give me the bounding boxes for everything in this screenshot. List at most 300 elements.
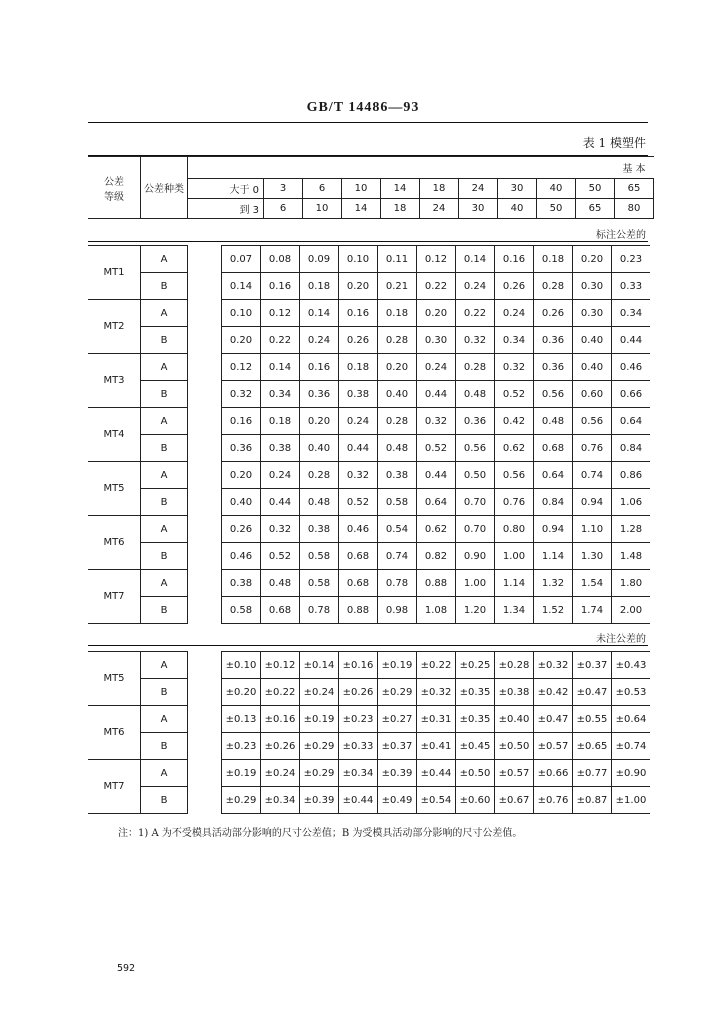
tolerance-value-cell: 0.38	[339, 381, 378, 408]
tolerance-value-cell: 0.20	[222, 462, 261, 489]
tolerance-value-cell: 0.20	[378, 354, 417, 381]
tolerance-value-cell: 0.14	[222, 273, 261, 300]
grade-header-label: 公差 等级	[104, 176, 124, 203]
tolerance-value-cell: 0.18	[534, 246, 573, 273]
tolerance-value-cell: 0.88	[417, 570, 456, 597]
tolerance-value-cell: 0.68	[339, 570, 378, 597]
tolerance-value-cell: 0.62	[495, 435, 534, 462]
tolerance-value-cell: 0.18	[300, 273, 339, 300]
kind-cell: B	[141, 327, 188, 354]
kind-cell: B	[141, 787, 188, 814]
tolerance-value-cell: 0.26	[339, 327, 378, 354]
tolerance-value-cell: 0.21	[378, 273, 417, 300]
tolerance-value-cell: ±0.54	[417, 787, 456, 814]
table-row	[88, 381, 650, 408]
tolerance-value-cell: ±0.41	[417, 733, 456, 760]
spacer-cell	[188, 381, 222, 408]
tolerance-value-cell: 0.82	[417, 543, 456, 570]
kind-cell: A	[141, 462, 188, 489]
tolerance-value-cell: 0.16	[222, 408, 261, 435]
tolerance-value-cell: 0.48	[534, 408, 573, 435]
spacer-cell	[188, 462, 222, 489]
tolerance-value-cell: 0.18	[261, 408, 300, 435]
tolerance-value-cell: ±0.20	[222, 679, 261, 706]
tolerance-value-cell: ±0.29	[378, 679, 417, 706]
size-to-header: 30	[459, 199, 498, 219]
tolerance-value-cell: ±0.16	[339, 652, 378, 679]
tolerance-value-cell: ±0.34	[261, 787, 300, 814]
tolerance-value-cell: 0.74	[573, 462, 612, 489]
tolerance-value-cell: 0.34	[261, 381, 300, 408]
tolerance-value-cell: 0.44	[417, 381, 456, 408]
tolerance-value-cell: 0.64	[612, 408, 651, 435]
spacer-cell	[188, 354, 222, 381]
spacer-cell	[188, 570, 222, 597]
tolerance-value-cell: 0.22	[417, 273, 456, 300]
tolerance-value-cell: 0.20	[222, 327, 261, 354]
tolerance-value-cell: 0.14	[261, 354, 300, 381]
table-row	[88, 354, 650, 381]
tolerance-value-cell: ±0.35	[456, 679, 495, 706]
tolerance-value-cell: 1.52	[534, 597, 573, 624]
kind-cell: A	[141, 408, 188, 435]
kind-cell: B	[141, 733, 188, 760]
tolerance-value-cell: 0.66	[612, 381, 651, 408]
grade-cell: MT3	[88, 354, 141, 408]
tolerance-value-cell: 0.58	[300, 570, 339, 597]
tolerance-value-cell: 1.00	[456, 570, 495, 597]
tolerance-value-cell: 0.22	[456, 300, 495, 327]
tolerance-value-cell: 0.44	[261, 489, 300, 516]
tolerance-value-cell: 0.07	[222, 246, 261, 273]
page-number: 592	[117, 963, 136, 974]
tolerance-value-cell: ±0.90	[612, 760, 651, 787]
tolerance-value-cell: ±0.10	[222, 652, 261, 679]
spacer-cell	[188, 408, 222, 435]
tolerance-value-cell: 1.28	[612, 516, 651, 543]
tolerance-value-cell: 0.90	[456, 543, 495, 570]
size-from-header: 14	[381, 179, 420, 199]
tolerance-value-cell: 0.46	[612, 354, 651, 381]
kind-cell: A	[141, 246, 188, 273]
spacer-cell	[188, 787, 222, 814]
tolerance-value-cell: ±0.44	[417, 760, 456, 787]
grade-cell: MT6	[88, 516, 141, 570]
grade-cell: MT2	[88, 300, 141, 354]
tolerance-value-cell: 1.00	[495, 543, 534, 570]
tolerance-value-cell: 0.16	[339, 300, 378, 327]
tolerance-value-cell: ±0.77	[573, 760, 612, 787]
kind-cell: B	[141, 489, 188, 516]
grade-header	[88, 157, 141, 219]
tolerance-value-cell: 0.56	[456, 435, 495, 462]
tolerance-value-cell: 0.11	[378, 246, 417, 273]
size-from-header: 30	[498, 179, 537, 199]
tolerance-value-cell: ±0.12	[261, 652, 300, 679]
section2-label: 未注公差的	[596, 634, 646, 645]
marked-tolerance-table	[88, 245, 650, 624]
tolerance-value-cell: ±0.22	[261, 679, 300, 706]
standard-header: GB/T 14486—93	[306, 100, 420, 115]
tolerance-value-cell: ±0.19	[222, 760, 261, 787]
tolerance-value-cell: 0.32	[339, 462, 378, 489]
tolerance-value-cell: 1.32	[534, 570, 573, 597]
table-row	[88, 597, 650, 624]
table-row	[88, 489, 650, 516]
tolerance-value-cell: ±0.28	[495, 652, 534, 679]
tolerance-value-cell: ±0.25	[456, 652, 495, 679]
table-row	[88, 787, 650, 814]
tolerance-value-cell: 0.42	[495, 408, 534, 435]
kind-cell: B	[141, 543, 188, 570]
kind-cell: A	[141, 570, 188, 597]
tolerance-value-cell: 0.56	[573, 408, 612, 435]
tolerance-value-cell: 1.14	[495, 570, 534, 597]
tolerance-value-cell: 0.16	[261, 273, 300, 300]
tolerance-value-cell: 0.52	[339, 489, 378, 516]
tolerance-value-cell: ±0.74	[612, 733, 651, 760]
tolerance-value-cell: 0.94	[534, 516, 573, 543]
tolerance-value-cell: ±0.87	[573, 787, 612, 814]
table-row	[88, 543, 650, 570]
grade-cell: MT5	[88, 652, 141, 706]
tolerance-value-cell: 0.52	[495, 381, 534, 408]
kind-cell: B	[141, 435, 188, 462]
tolerance-value-cell: 0.23	[612, 246, 651, 273]
size-to-header: 18	[381, 199, 420, 219]
tolerance-value-cell: 0.64	[534, 462, 573, 489]
kind-cell: B	[141, 273, 188, 300]
table-row	[88, 462, 650, 489]
footnote: 注：1) A 为不受模具活动部分影响的尺寸公差值；B 为受模具活动部分影响的尺寸公差值。	[118, 828, 523, 839]
tolerance-value-cell: ±0.32	[534, 652, 573, 679]
tolerance-value-cell: 0.98	[378, 597, 417, 624]
tolerance-value-cell: 1.30	[573, 543, 612, 570]
tolerance-value-cell: ±1.00	[612, 787, 651, 814]
tolerance-value-cell: 1.48	[612, 543, 651, 570]
tolerance-value-cell: ±0.44	[339, 787, 378, 814]
tolerance-value-cell: 0.78	[378, 570, 417, 597]
tolerance-value-cell: 0.38	[300, 516, 339, 543]
tolerance-value-cell: 0.56	[495, 462, 534, 489]
grade-cell: MT4	[88, 408, 141, 462]
table-row	[88, 435, 650, 462]
tolerance-value-cell: 0.56	[534, 381, 573, 408]
size-from-header: 18	[420, 179, 459, 199]
tolerance-value-cell: ±0.57	[495, 760, 534, 787]
tolerance-value-cell: 0.26	[222, 516, 261, 543]
grade-cell: MT7	[88, 760, 141, 814]
tolerance-value-cell: 0.68	[534, 435, 573, 462]
tolerance-value-cell: 0.58	[378, 489, 417, 516]
size-from-header: 50	[576, 179, 615, 199]
spacer-cell	[188, 706, 222, 733]
tolerance-value-cell: 0.36	[222, 435, 261, 462]
tolerance-value-cell: ±0.22	[417, 652, 456, 679]
tolerance-value-cell: ±0.13	[222, 706, 261, 733]
tolerance-value-cell: 0.16	[495, 246, 534, 273]
section2-rule	[88, 645, 648, 646]
tolerance-value-cell: 0.44	[417, 462, 456, 489]
tolerance-value-cell: 0.32	[417, 408, 456, 435]
tolerance-value-cell: ±0.19	[378, 652, 417, 679]
tolerance-value-cell: 0.20	[573, 246, 612, 273]
tolerance-value-cell: ±0.60	[456, 787, 495, 814]
column-header-table	[88, 156, 654, 219]
tolerance-value-cell: ±0.50	[495, 733, 534, 760]
tolerance-value-cell: 0.28	[534, 273, 573, 300]
table-row	[88, 327, 650, 354]
tolerance-value-cell: ±0.66	[534, 760, 573, 787]
table-row	[88, 246, 650, 273]
tolerance-value-cell: 0.44	[612, 327, 651, 354]
tolerance-value-cell: 0.34	[495, 327, 534, 354]
tolerance-value-cell: 0.44	[339, 435, 378, 462]
tolerance-value-cell: ±0.38	[495, 679, 534, 706]
tolerance-value-cell: ±0.27	[378, 706, 417, 733]
tolerance-value-cell: 0.08	[261, 246, 300, 273]
size-to-header: 14	[342, 199, 381, 219]
unmarked-tolerance-table	[88, 651, 650, 814]
tolerance-value-cell: 0.18	[378, 300, 417, 327]
tolerance-value-cell: ±0.33	[339, 733, 378, 760]
tolerance-value-cell: 0.60	[573, 381, 612, 408]
tolerance-value-cell: ±0.32	[417, 679, 456, 706]
size-to-header: 10	[303, 199, 342, 219]
grade-cell: MT7	[88, 570, 141, 624]
tolerance-value-cell: ±0.45	[456, 733, 495, 760]
tolerance-value-cell: 0.24	[339, 408, 378, 435]
table-row	[88, 706, 650, 733]
tolerance-value-cell: 1.10	[573, 516, 612, 543]
tolerance-value-cell: ±0.26	[339, 679, 378, 706]
table-row	[88, 570, 650, 597]
size-from-header: 3	[264, 179, 303, 199]
tolerance-value-cell: 0.26	[495, 273, 534, 300]
tolerance-value-cell: ±0.34	[339, 760, 378, 787]
grade-cell: MT6	[88, 706, 141, 760]
tolerance-value-cell: 1.54	[573, 570, 612, 597]
table-row	[88, 516, 650, 543]
size-from-header: 40	[537, 179, 576, 199]
kind-cell: A	[141, 706, 188, 733]
tolerance-value-cell: 0.68	[261, 597, 300, 624]
tolerance-value-cell: 0.24	[495, 300, 534, 327]
basic-size-header: 基 本	[188, 157, 654, 179]
table-row	[88, 760, 650, 787]
tolerance-value-cell: 0.32	[261, 516, 300, 543]
tolerance-value-cell: 0.26	[534, 300, 573, 327]
tolerance-value-cell: 0.32	[495, 354, 534, 381]
tolerance-value-cell: ±0.47	[534, 706, 573, 733]
tolerance-value-cell: 0.38	[222, 570, 261, 597]
tolerance-value-cell: ±0.64	[612, 706, 651, 733]
tolerance-value-cell: 1.20	[456, 597, 495, 624]
tolerance-value-cell: ±0.49	[378, 787, 417, 814]
tolerance-value-cell: 0.40	[222, 489, 261, 516]
table-row	[88, 733, 650, 760]
tolerance-value-cell: 0.24	[417, 354, 456, 381]
gt-label: 大于 0	[188, 179, 264, 199]
tolerance-value-cell: 0.30	[417, 327, 456, 354]
tolerance-value-cell: ±0.29	[222, 787, 261, 814]
tolerance-value-cell: ±0.53	[612, 679, 651, 706]
tolerance-value-cell: 0.12	[222, 354, 261, 381]
tolerance-value-cell: 0.48	[456, 381, 495, 408]
tolerance-value-cell: ±0.42	[534, 679, 573, 706]
grade-cell: MT1	[88, 246, 141, 300]
tolerance-value-cell: ±0.26	[261, 733, 300, 760]
spacer-cell	[188, 597, 222, 624]
size-from-header: 24	[459, 179, 498, 199]
tolerance-value-cell: 0.48	[378, 435, 417, 462]
tolerance-value-cell: ±0.37	[378, 733, 417, 760]
tolerance-value-cell: ±0.40	[495, 706, 534, 733]
size-from-header: 65	[615, 179, 654, 199]
tolerance-value-cell: 1.74	[573, 597, 612, 624]
tolerance-value-cell: 0.28	[456, 354, 495, 381]
tolerance-value-cell: 0.36	[534, 327, 573, 354]
table-row	[88, 300, 650, 327]
tolerance-value-cell: 0.48	[261, 570, 300, 597]
tolerance-value-cell: 0.24	[300, 327, 339, 354]
tolerance-value-cell: 0.36	[300, 381, 339, 408]
size-to-header: 65	[576, 199, 615, 219]
table-row	[88, 679, 650, 706]
tolerance-value-cell: ±0.24	[300, 679, 339, 706]
tolerance-value-cell: 1.14	[534, 543, 573, 570]
tolerance-value-cell: 0.14	[456, 246, 495, 273]
tolerance-value-cell: ±0.39	[378, 760, 417, 787]
kind-cell: A	[141, 760, 188, 787]
tolerance-value-cell: 0.18	[339, 354, 378, 381]
tolerance-value-cell: 0.14	[300, 300, 339, 327]
size-to-header: 6	[264, 199, 303, 219]
tolerance-value-cell: 0.46	[339, 516, 378, 543]
tolerance-value-cell: 0.16	[300, 354, 339, 381]
tolerance-value-cell: 0.74	[378, 543, 417, 570]
tolerance-value-cell: 0.52	[417, 435, 456, 462]
grade-cell: MT5	[88, 462, 141, 516]
spacer-cell	[188, 516, 222, 543]
size-from-header: 6	[303, 179, 342, 199]
tolerance-value-cell: 0.28	[378, 408, 417, 435]
size-from-header: 10	[342, 179, 381, 199]
tolerance-value-cell: 0.33	[612, 273, 651, 300]
tolerance-value-cell: ±0.76	[534, 787, 573, 814]
tolerance-value-cell: 0.70	[456, 489, 495, 516]
tolerance-value-cell: ±0.14	[300, 652, 339, 679]
tolerance-value-cell: 0.32	[222, 381, 261, 408]
tolerance-value-cell: 0.50	[456, 462, 495, 489]
header-rule	[88, 122, 648, 123]
tolerance-value-cell: 1.06	[612, 489, 651, 516]
tolerance-value-cell: ±0.43	[612, 652, 651, 679]
tolerance-value-cell: 0.54	[378, 516, 417, 543]
spacer-cell	[188, 543, 222, 570]
tolerance-value-cell: 0.24	[456, 273, 495, 300]
size-to-header: 80	[615, 199, 654, 219]
tolerance-value-cell: ±0.57	[534, 733, 573, 760]
spacer-cell	[188, 733, 222, 760]
tolerance-value-cell: 0.40	[378, 381, 417, 408]
tolerance-value-cell: 0.20	[339, 273, 378, 300]
spacer-cell	[188, 246, 222, 273]
tolerance-value-cell: ±0.55	[573, 706, 612, 733]
tolerance-value-cell: 0.40	[573, 327, 612, 354]
tolerance-value-cell: 0.38	[378, 462, 417, 489]
tolerance-value-cell: 0.36	[534, 354, 573, 381]
table-row	[88, 408, 650, 435]
spacer-cell	[188, 679, 222, 706]
tolerance-value-cell: 0.40	[573, 354, 612, 381]
tolerance-value-cell: 0.46	[222, 543, 261, 570]
spacer-cell	[188, 489, 222, 516]
tolerance-value-cell: 0.24	[261, 462, 300, 489]
tolerance-value-cell: ±0.50	[456, 760, 495, 787]
tolerance-value-cell: 0.20	[300, 408, 339, 435]
tolerance-value-cell: 0.84	[534, 489, 573, 516]
tolerance-value-cell: 0.68	[339, 543, 378, 570]
tolerance-value-cell: 0.80	[495, 516, 534, 543]
kind-cell: A	[141, 652, 188, 679]
to-label: 到 3	[188, 199, 264, 219]
spacer-cell	[188, 273, 222, 300]
tolerance-value-cell: 1.80	[612, 570, 651, 597]
tolerance-value-cell: ±0.65	[573, 733, 612, 760]
tolerance-value-cell: ±0.67	[495, 787, 534, 814]
tolerance-value-cell: 0.22	[261, 327, 300, 354]
tolerance-value-cell: ±0.35	[456, 706, 495, 733]
size-to-header: 50	[537, 199, 576, 219]
table-row	[88, 652, 650, 679]
tolerance-value-cell: 0.36	[456, 408, 495, 435]
kind-header: 公差种类	[141, 157, 188, 219]
kind-cell: A	[141, 300, 188, 327]
section1-rule	[88, 241, 648, 242]
tolerance-value-cell: ±0.23	[339, 706, 378, 733]
tolerance-value-cell: 0.28	[378, 327, 417, 354]
tolerance-value-cell: ±0.39	[300, 787, 339, 814]
tolerance-value-cell: 0.78	[300, 597, 339, 624]
spacer-cell	[188, 435, 222, 462]
size-to-header: 24	[420, 199, 459, 219]
section1-label: 标注公差的	[596, 230, 646, 241]
tolerance-value-cell: 0.58	[300, 543, 339, 570]
tolerance-value-cell: 0.40	[300, 435, 339, 462]
kind-cell: B	[141, 679, 188, 706]
kind-cell: A	[141, 516, 188, 543]
tolerance-value-cell: 0.64	[417, 489, 456, 516]
kind-cell: B	[141, 381, 188, 408]
tolerance-value-cell: ±0.37	[573, 652, 612, 679]
tolerance-value-cell: 0.84	[612, 435, 651, 462]
spacer-cell	[188, 760, 222, 787]
tolerance-value-cell: 0.70	[456, 516, 495, 543]
tolerance-value-cell: 0.28	[300, 462, 339, 489]
tolerance-value-cell: 1.34	[495, 597, 534, 624]
tolerance-value-cell: 0.76	[573, 435, 612, 462]
tolerance-value-cell: 0.12	[261, 300, 300, 327]
tolerance-value-cell: ±0.24	[261, 760, 300, 787]
kind-cell: B	[141, 597, 188, 624]
tolerance-value-cell: 0.30	[573, 300, 612, 327]
table-row	[88, 273, 650, 300]
tolerance-value-cell: 0.09	[300, 246, 339, 273]
tolerance-value-cell: ±0.31	[417, 706, 456, 733]
table-caption: 表 1 模塑件	[582, 136, 646, 150]
spacer-cell	[188, 327, 222, 354]
